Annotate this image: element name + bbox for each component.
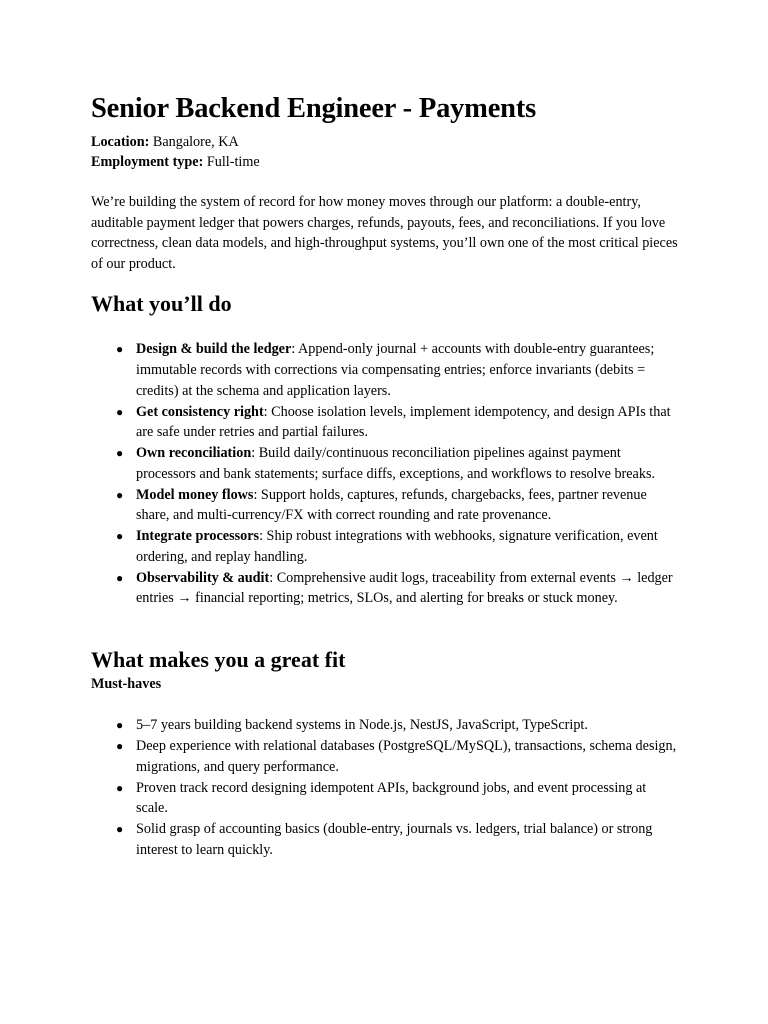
item-text: : Append-only journal + accounts with double-entry guarantees; immutable records with corrections via compensating entries; enforce invariants (debits = credits) at the schema and application layers. — [136, 341, 655, 399]
employment-type-value: Full-time — [203, 154, 260, 170]
must-haves-list — [91, 715, 680, 860]
item-text: : Support holds, captures, refunds, chargebacks, fees, partner revenue share, and multi-currency/FX with correct rounding and rate provenance. — [136, 486, 647, 524]
list-item — [116, 736, 680, 777]
bullet-icon: ● — [116, 404, 124, 419]
location-line — [91, 132, 680, 152]
item-text: : Ship robust integrations with webhooks, signature verification, event ordering, and replay handling. — [136, 528, 658, 565]
list-item — [116, 443, 680, 484]
bullet-icon: ● — [116, 822, 124, 837]
item-title: Own reconciliation — [136, 445, 252, 462]
bullet-icon: ● — [116, 487, 124, 502]
item-text: 5–7 years building backend systems in Node.js, NestJS, JavaScript, TypeScript. — [136, 717, 588, 734]
list-item — [116, 778, 680, 819]
great-fit-heading: What makes you a great fit — [91, 647, 346, 673]
bullet-icon: ● — [116, 718, 124, 733]
employment-type-label: Employment type: — [91, 154, 204, 170]
list-item — [116, 339, 680, 401]
item-text: Proven track record designing idempotent APIs, background jobs, and event processing at scale. — [136, 779, 647, 817]
bullet-icon: ● — [116, 342, 124, 357]
bullet-icon: ● — [116, 529, 124, 544]
item-title: Observability & audit — [136, 569, 270, 586]
item-title: Get consistency right — [136, 403, 264, 420]
item-text: : Choose isolation levels, implement idempotency, and design APIs that are safe under retries and partial failures. — [136, 403, 671, 441]
list-item — [116, 715, 680, 736]
item-title: Model money flows — [136, 486, 254, 503]
item-text: : Build daily/continuous reconciliation pipelines against payment processors and bank statements; surface diffs, exceptions, and workflows to resolve breaks. — [136, 445, 656, 482]
item-text: : Comprehensive audit logs, traceability from external events → ledger entries → financial reporting; metrics, SLOs, and alerting for breaks or stuck money. — [136, 569, 673, 607]
employment-type-line — [91, 152, 680, 172]
list-item — [116, 526, 680, 567]
intro-paragraph: We’re building the system of record for how money moves through our platform: a double-entry, auditable payment ledger that powers charges, refunds, payouts, fees, and reconciliations. If you love correctness, clean data models, and high-throughput systems, you’ll own one of the most critical pieces of our product. — [91, 194, 678, 272]
bullet-icon: ● — [116, 446, 124, 461]
bullet-icon: ● — [116, 780, 124, 795]
item-text: Deep experience with relational databases (PostgreSQL/MySQL), transactions, schema design, migrations, and query performance. — [136, 738, 677, 775]
must-haves-subheading: Must-haves — [91, 676, 162, 693]
what-youll-do-heading: What you’ll do — [91, 291, 232, 317]
list-item — [116, 819, 680, 860]
item-title: Integrate processors — [136, 528, 260, 545]
item-text: Solid grasp of accounting basics (double-entry, journals vs. ledgers, trial balance) or strong interest to learn quickly. — [136, 821, 653, 858]
list-item — [116, 402, 680, 443]
location-label: Location: — [91, 134, 150, 150]
location-value: Bangalore, KA — [149, 134, 239, 150]
item-title: Design & build the ledger — [136, 341, 292, 358]
bullet-icon: ● — [116, 739, 124, 754]
page-title: Senior Backend Engineer - Payments — [91, 93, 536, 124]
list-item — [116, 485, 680, 526]
responsibilities-list — [91, 339, 680, 609]
bullet-icon: ● — [116, 570, 124, 585]
list-item — [116, 568, 680, 609]
